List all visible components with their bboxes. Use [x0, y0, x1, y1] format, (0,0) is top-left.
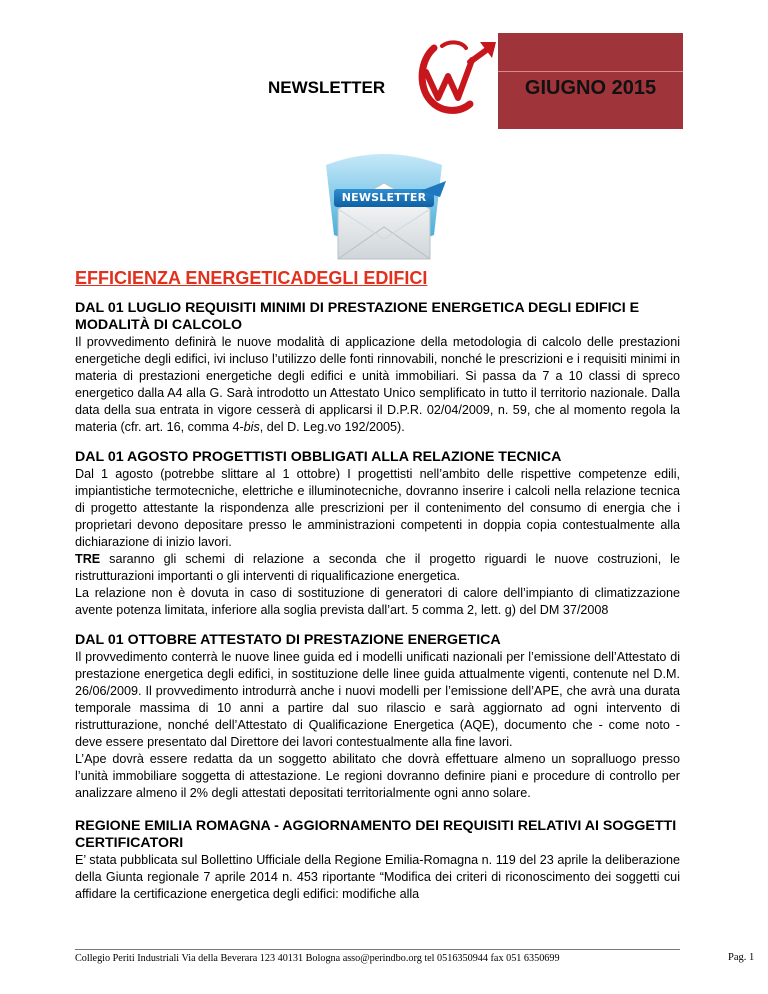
- article-paragraph: Il provvedimento definirà le nuove modalità di applicazione della metodologia di calcolo delle prestazioni energetiche degli edifici, ivi incluso l’utilizzo delle fonti rinnovabili, nonché le prescrizioni e i requisiti minimi in materia di prestazioni energetiche degli edifici e unità immobiliari. Si passa da 7 a 10 classi di spreco energetico dalla A4 alla G. Sarà introdotto un Attestato Unico semplificato in tutto il territorio nazionale. Dalla data della sua entrata in vigore cesserà di applicarsi il D.P.R. 02/04/2009, n. 59, che al momento regola la materia (cfr. art. 16, comma 4-bis, del D. Leg.vo 192/2005).: [75, 335, 680, 434]
- page-number: Pag. 1: [728, 952, 755, 963]
- article-paragraph: La relazione non è dovuta in caso di sostituzione di generatori di calore dell’impianto di climatizzazione avente potenza limitata, inferiore alla soglia prevista dall’art. 5 comma 2, lett. g) del DM 37/2008: [75, 586, 680, 617]
- header-month-box: [498, 33, 683, 129]
- newsletter-label: NEWSLETTER: [268, 78, 386, 97]
- page-footer: Collegio Periti Industriali Via della Beverara 123 40131 Bologna asso@perindbo.org tel 0516350944 fax 051 6350699: [75, 949, 680, 964]
- newsletter-envelope-icon: [316, 153, 452, 267]
- header-month: GIUGNO 2015: [524, 77, 657, 99]
- article-heading: REGIONE EMILIA ROMAGNA - AGGIORNAMENTO DEI REQUISITI RELATIVI AI SOGGETTI CERTIFICATORI: [75, 818, 677, 851]
- article-paragraph: L’Ape dovrà essere redatta da un soggetto abilitato che dovrà effettuare almeno un sopralluogo presso l’unità immobiliare soggetta di attestazione. Le regioni dovranno definire piani e procedure di controllo per analizzare almeno il 2% degli attestati depositati territorialmente ogni anno solare.: [75, 752, 680, 800]
- section-title: EFFICIENZA ENERGETICADEGLI EDIFICI: [75, 268, 428, 288]
- article: [75, 300, 680, 436]
- article-paragraph: Dal 1 agosto (potrebbe slittare al 1 ottobre) I progettisti nell’ambito delle rispettive competenze edili, impiantistiche termotecniche, elettriche e illuminotecniche, dovranno inserire i calcoli nella relazione tecnica di progetto attestante la rispondenza alle prescrizioni per il contenimento del consumo di energia che i proprietari devono depositare presso le amministrazioni competenti in doppia copia contestualmente alla dichiarazione di inizio lavori.: [75, 467, 680, 549]
- article: [75, 449, 680, 619]
- article-heading: DAL 01 OTTOBRE ATTESTATO DI PRESTAZIONE ENERGETICA: [75, 632, 501, 648]
- article: [75, 632, 680, 802]
- header-rule: [498, 71, 683, 72]
- envelope-label: NEWSLETTER: [341, 191, 427, 204]
- logo-icon: [412, 38, 498, 126]
- article-paragraph: Il provvedimento conterrà le nuove linee guida ed i modelli unificati nazionali per l’emissione dell’Attestato di prestazione energetica degli edifici, in sostituzione delle linee guida attualmente vigenti, contenute nel D.M. 26/06/2009. Il provvedimento introdurrà anche i nuovi modelli per l’emissione dell’APE, che avrà una durata temporale massima di 10 anni a partire dal suo rilascio e sarà aggiornato ad ogni intervento di ristrutturazione, nonché dell’Attestato di Qualificazione Energetica (AQE), documento che - come noto - deve essere presentato dal Direttore dei lavori contestualmente alla fine lavori.: [75, 650, 680, 749]
- article-paragraph: TRE saranno gli schemi di relazione a seconda che il progetto riguardi le nuove costruzioni, le ristrutturazioni importanti o gli interventi di riqualificazione energetica.: [75, 552, 680, 583]
- article-paragraph: E’ stata pubblicata sul Bollettino Ufficiale della Regione Emilia-Romagna n. 119 del 23 aprile la deliberazione della Giunta regionale 7 aprile 2014 n. 453 riportante “Modifica dei criteri di riconoscimento dei soggetti cui affidare la certificazione energetica degli edifici: modifiche alla: [75, 853, 680, 901]
- article-list: [75, 300, 680, 903]
- article: [75, 818, 680, 903]
- article-heading: DAL 01 AGOSTO PROGETTISTI OBBLIGATI ALLA RELAZIONE TECNICA: [75, 449, 562, 465]
- article-heading: DAL 01 LUGLIO REQUISITI MINIMI DI PRESTAZIONE ENERGETICA DEGLI EDIFICI E MODALITÀ DI CALCOLO: [75, 300, 640, 333]
